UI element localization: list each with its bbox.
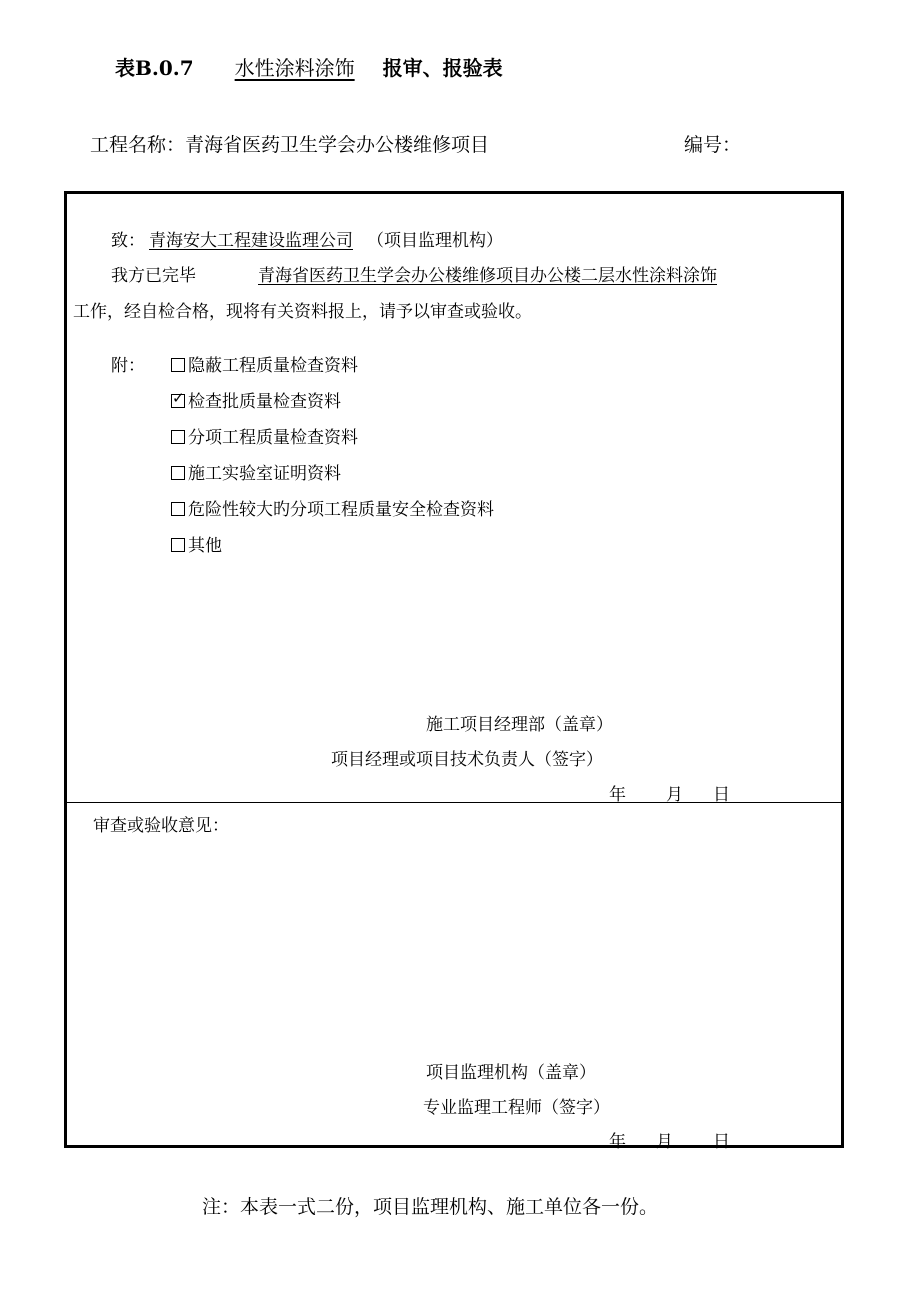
document-number-label: 编号： xyxy=(684,134,742,156)
checkbox-icon[interactable] xyxy=(171,538,185,552)
checked-checkbox-icon[interactable] xyxy=(171,394,185,408)
addressee-line xyxy=(111,226,503,251)
engineer-signature-label: 专业监理工程师（签字） xyxy=(423,1098,610,1118)
attachment-item[interactable] xyxy=(171,459,341,484)
checkbox-icon[interactable] xyxy=(171,430,185,444)
completed-line xyxy=(111,261,717,286)
attachments-label: 附： xyxy=(111,356,145,376)
attachment-label: 其他 xyxy=(188,536,222,556)
date-day: 日 xyxy=(713,785,730,805)
addressee-org: 青海安大工程建设监理公司 xyxy=(149,231,353,251)
contractor-stamp-label: 施工项目经理部（盖章） xyxy=(426,715,613,735)
form-subject: 水性涂料涂饰 xyxy=(234,56,355,80)
attachment-label: 隐蔽工程质量检查资料 xyxy=(188,356,358,376)
addressee-suffix: （项目监理机构） xyxy=(367,231,503,251)
form-title xyxy=(115,52,503,81)
attachment-item[interactable] xyxy=(171,387,341,412)
checkbox-icon[interactable] xyxy=(171,358,185,372)
date-year: 年 xyxy=(609,785,626,805)
checkbox-icon[interactable] xyxy=(171,466,185,480)
manager-signature-label: 项目经理或项目技术负责人（签字） xyxy=(331,750,603,770)
section-divider xyxy=(67,802,841,803)
attachment-label: 危险性较大旳分项工程质量安全检查资料 xyxy=(188,500,494,520)
date-day: 日 xyxy=(713,1132,730,1152)
project-name: 工程名称：青海省医药卫生学会办公楼维修项目 xyxy=(90,134,490,156)
form-box xyxy=(64,191,844,1152)
attachment-item[interactable] xyxy=(171,423,358,448)
attachment-label: 检查批质量检查资料 xyxy=(188,392,341,412)
completed-work: 青海省医药卫生学会办公楼维修项目办公楼二层水性涂料涂饰 xyxy=(258,266,717,286)
date-year: 年 xyxy=(609,1132,626,1152)
attachment-item[interactable] xyxy=(171,495,494,520)
form-title-suffix: 报审、报验表 xyxy=(382,56,503,80)
footer-note: 注：本表一式二份，项目监理机构、施工单位各一份。 xyxy=(202,1196,659,1218)
review-opinion-label: 审查或验收意见： xyxy=(93,816,229,836)
attachment-label: 分项工程质量检查资料 xyxy=(188,428,358,448)
attachment-label: 施工实验室证明资料 xyxy=(188,464,341,484)
supervision-stamp-label: 项目监理机构（盖章） xyxy=(426,1063,596,1083)
attachment-item[interactable] xyxy=(171,531,222,556)
form-code: 表B.0.7 xyxy=(115,56,194,80)
addressee-label: 致： xyxy=(111,231,145,251)
review-date xyxy=(609,1127,730,1152)
completed-label: 我方已完毕 xyxy=(111,266,196,286)
date-month: 月 xyxy=(656,1132,673,1152)
statement-line: 工作，经自检合格，现将有关资料报上，请予以审查或验收。 xyxy=(73,302,532,322)
date-month: 月 xyxy=(666,785,683,805)
attachment-item[interactable] xyxy=(171,351,358,376)
checkbox-icon[interactable] xyxy=(171,502,185,516)
